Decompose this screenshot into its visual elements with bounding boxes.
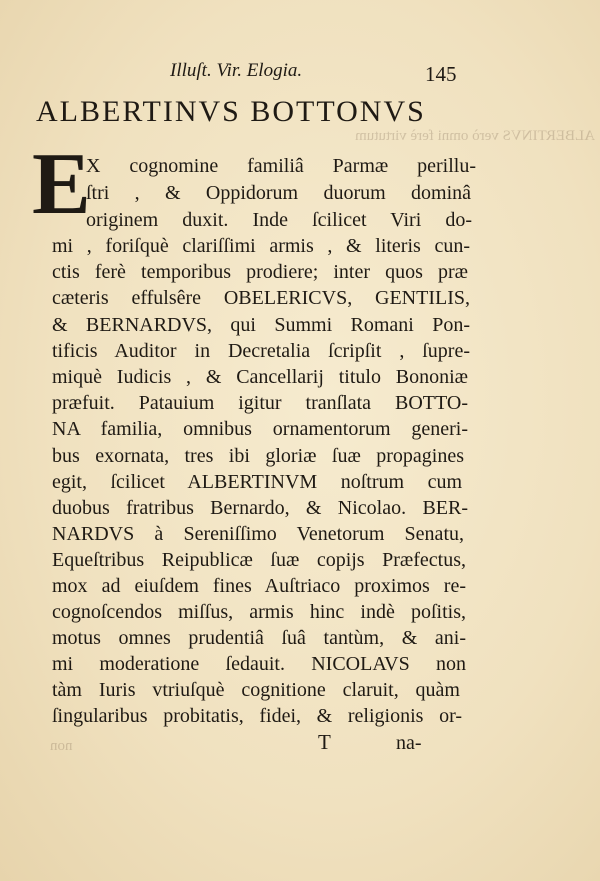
text-line: ſtri , & Oppidorum duorum dominâ	[86, 182, 471, 204]
text-line: cæteris effulsêre OBELERICVS, GENTILIS,	[52, 287, 470, 309]
text-line: miquè Iudicis , & Cancellarij titulo Bononiæ	[52, 366, 468, 388]
text-line: motus omnes prudentiâ ſuâ tantùm, & ani-	[52, 627, 466, 649]
text-line: cognoſcendos miſſus, armis hinc indè poſitis,	[52, 601, 466, 623]
text-line: bus exornata, tres ibi gloriæ ſuæ propagines	[52, 445, 464, 467]
bleed-through-text-bottom: non	[50, 738, 73, 754]
text-line: Equeſtribus Reipublicæ ſuæ copijs Præfectus,	[52, 549, 466, 571]
text-line: præfuit. Patauium igitur tranſlata BOTTO-	[52, 392, 468, 414]
text-line: mox ad eiuſdem fines Auſtriaco proximos re-	[52, 575, 466, 597]
text-line: egit, ſcilicet ALBERTINVM noſtrum cum	[52, 471, 462, 493]
text-line: & BERNARDVS, qui Summi Romani Pon-	[52, 314, 470, 336]
text-line: ſingularibus probitatis, fidei, & religionis or-	[52, 705, 462, 727]
text-line: originem duxit. Inde ſcilicet Viri do-	[86, 209, 472, 231]
section-heading: ALBERTINVS BOTTONVS	[36, 95, 426, 128]
text-line: tàm Iuris vtriuſquè cognitione claruit, quàm	[52, 679, 460, 701]
text-line: NARDVS à Sereniſſimo Venetorum Senatu,	[52, 523, 464, 545]
text-line: tificis Auditor in Decretalia ſcripſit , ſupre-	[52, 340, 470, 362]
running-head	[170, 60, 470, 84]
drop-cap: E	[32, 136, 91, 233]
page-number: 145	[425, 62, 457, 86]
bleed-through-text: ALBERTINVS verò omni ferè virtutum	[355, 128, 595, 144]
text-line: mi moderatione ſedauit. NICOLAVS non	[52, 653, 466, 675]
text-line: mi , foriſquè clariſſimi armis , & literis cun-	[52, 235, 470, 257]
text-line: duobus fratribus Bernardo, & Nicolao. BER-	[52, 497, 468, 519]
running-head-title: Illuſt. Vir. Elogia.	[170, 60, 303, 81]
text-line: X cognomine familiâ Parmæ perillu-	[86, 155, 476, 177]
text-line: NA familia, omnibus ornamentorum generi-	[52, 418, 468, 440]
text-line: ctis ferè temporibus prodiere; inter quos præ	[52, 261, 468, 283]
signature-mark: T	[318, 730, 331, 754]
catchword: na-	[396, 732, 422, 754]
